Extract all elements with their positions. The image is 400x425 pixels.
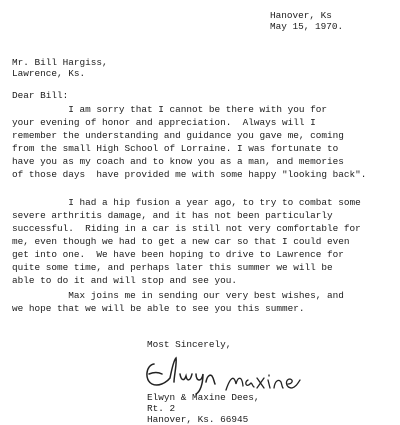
paragraph-1-line: have you as my coach and to know you as a man, and memories — [12, 156, 344, 167]
paragraph-2-line: severe arthritis damage, and it has not been particularly — [12, 210, 333, 221]
handwritten-signature — [140, 350, 340, 398]
paragraph-2-line: get into one. We have been hoping to drive to Lawrence for — [12, 249, 344, 260]
closing: Most Sincerely, — [147, 339, 232, 350]
paragraph-2-line: quite some time, and perhaps later this summer we will be — [12, 262, 333, 273]
signature-address: Hanover, Ks. 66945 — [147, 414, 249, 425]
recipient-city: Lawrence, Ks. — [12, 68, 86, 79]
paragraph-1-line: your evening of honor and appreciation. Always will I — [12, 117, 316, 128]
paragraph-2-line: able to do it and will stop and see you. — [12, 275, 238, 286]
letter-place: Hanover, Ks — [270, 10, 332, 21]
paragraph-1-line: of those days have provided me with some happy "looking back". — [12, 169, 367, 180]
recipient-name: Mr. Bill Hargiss, — [12, 57, 108, 68]
paragraph-1-line: remember the understanding and guidance you gave me, coming — [12, 130, 344, 141]
paragraph-1-line: from the small High School of Lorraine. I was fortunate to — [12, 143, 339, 154]
letter-date: May 15, 1970. — [270, 21, 344, 32]
signature-names: Elwyn & Maxine Dees, — [147, 392, 260, 403]
paragraph-3-line: Max joins me in sending our very best wishes, and — [12, 290, 344, 301]
paragraph-3-line: we hope that we will be able to see you this summer. — [12, 303, 305, 314]
signature-route: Rt. 2 — [147, 403, 176, 414]
paragraph-1-line: I am sorry that I cannot be there with you for — [12, 104, 328, 115]
salutation: Dear Bill: — [12, 90, 69, 101]
paragraph-2-line: successful. Riding in a car is still not very comfortable for — [12, 223, 361, 234]
paragraph-2-line: me, even though we had to get a new car so that I could even — [12, 236, 350, 247]
paragraph-2-line: I had a hip fusion a year ago, to try to combat some — [12, 197, 361, 208]
